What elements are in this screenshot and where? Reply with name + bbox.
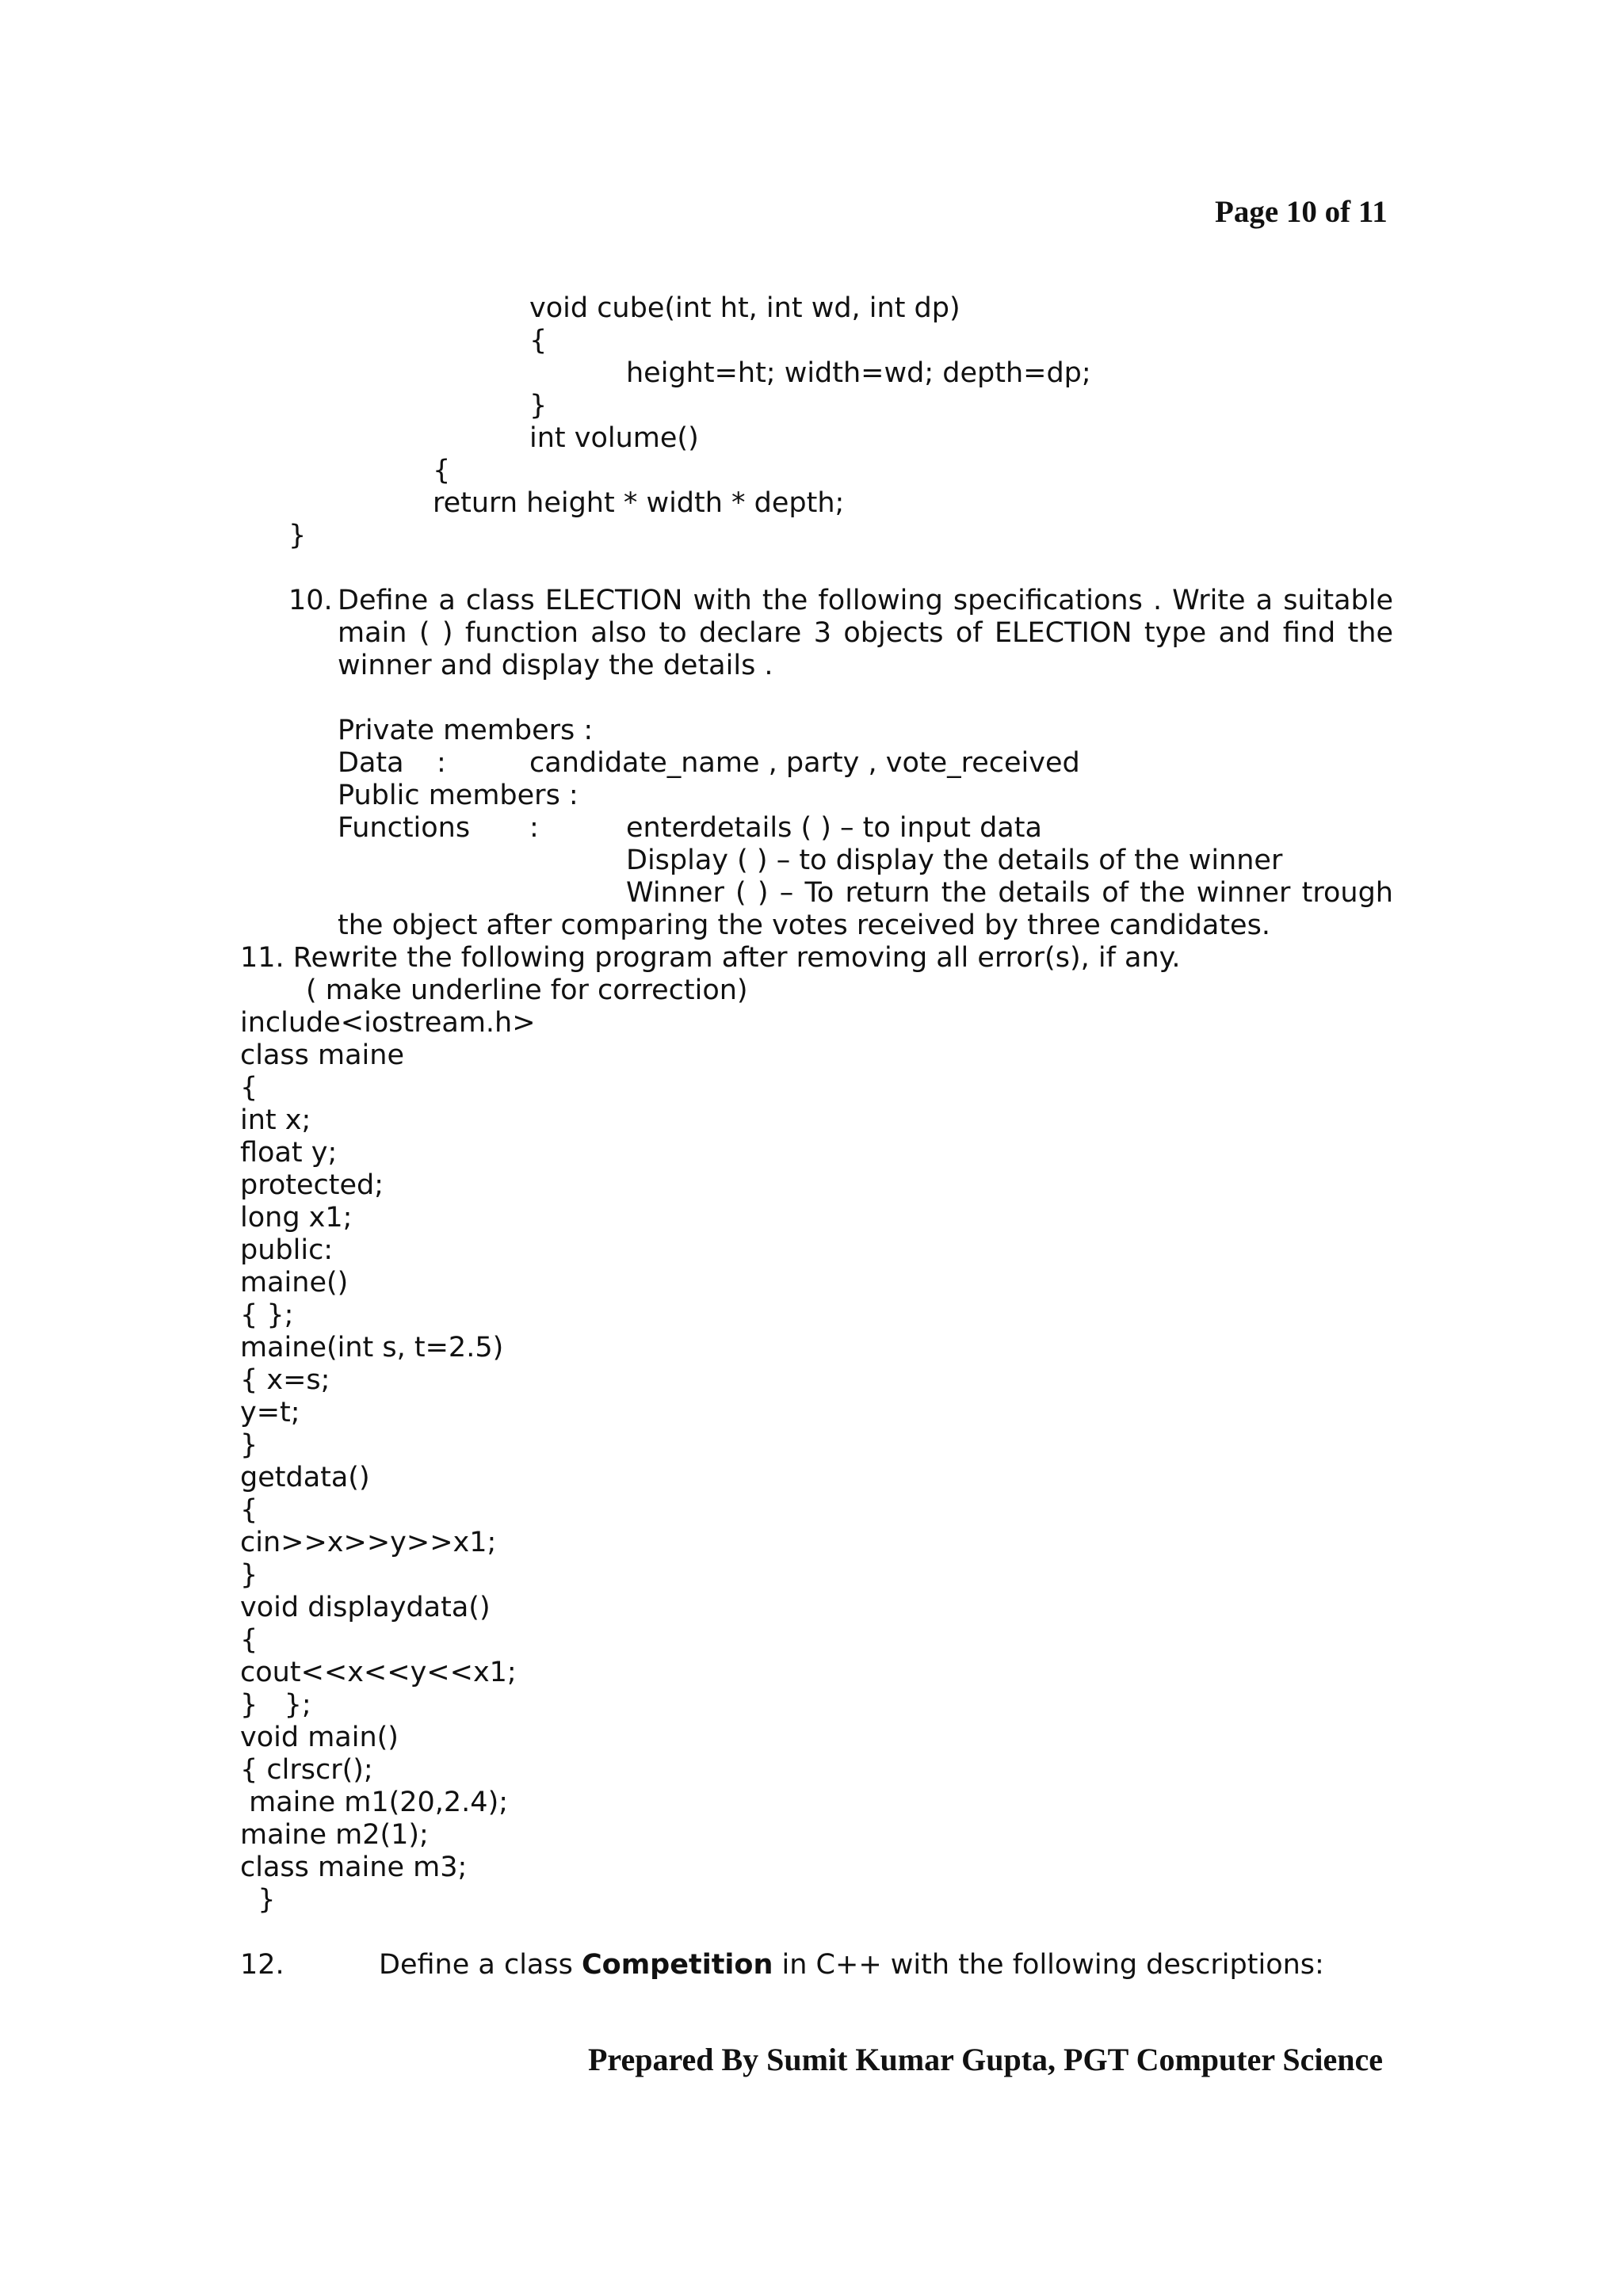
code-line: {: [240, 1072, 258, 1104]
code-line: { x=s;: [240, 1364, 330, 1396]
question-number: 12.: [240, 1949, 285, 1981]
code-line: class maine m3;: [240, 1852, 468, 1883]
question-text: [379, 1949, 1324, 1981]
class-name-bold: Competition: [581, 1949, 773, 1981]
question-text: 11. Rewrite the following program after removing all error(s), if any.: [240, 942, 1181, 974]
public-members-heading: Public members :: [338, 780, 579, 811]
code-line: cout<<x<<y<<x1;: [240, 1657, 517, 1688]
code-line: protected;: [240, 1169, 384, 1201]
function-item-continuation: the object after comparing the votes received by three candidates.: [338, 910, 1270, 941]
code-line: {: [240, 1624, 258, 1656]
code-line: int volume(): [529, 422, 699, 454]
code-line: {: [433, 455, 451, 486]
code-line: class maine: [240, 1039, 404, 1071]
function-item: enterdetails ( ) – to input data: [626, 812, 1042, 844]
code-line: y=t;: [240, 1397, 300, 1428]
code-line: height=ht; width=wd; depth=dp;: [626, 357, 1091, 389]
code-line: }: [240, 1429, 258, 1461]
question-text: main ( ) function also to declare 3 objects of ELECTION type and find the: [338, 617, 1393, 649]
question-text-part: Define a class: [379, 1949, 582, 1981]
code-line: getdata(): [240, 1462, 370, 1493]
data-members: candidate_name , party , vote_received: [529, 747, 1080, 779]
data-label: Data: [338, 747, 404, 779]
code-line: maine m2(1);: [240, 1819, 429, 1851]
code-line: long x1;: [240, 1202, 353, 1234]
code-line: float y;: [240, 1137, 338, 1169]
code-line: return height * width * depth;: [433, 487, 845, 519]
page-number: Page 10 of 11: [1215, 195, 1388, 229]
code-line: } };: [240, 1689, 311, 1721]
code-line: void displaydata(): [240, 1592, 491, 1623]
code-line: maine(): [240, 1267, 349, 1299]
code-line: }: [240, 1884, 276, 1916]
code-line: void cube(int ht, int wd, int dp): [529, 292, 960, 324]
functions-colon: :: [529, 812, 539, 844]
code-line: {: [240, 1494, 258, 1526]
code-line: }: [288, 520, 307, 551]
question-text: winner and display the details .: [338, 650, 773, 681]
data-colon: :: [437, 747, 446, 779]
footer-prepared-by: Prepared By Sumit Kumar Gupta, PGT Computer Science: [588, 2042, 1383, 2077]
code-line: maine m1(20,2.4);: [240, 1787, 509, 1818]
question-note: ( make underline for correction): [306, 974, 748, 1006]
function-item: Winner ( ) – To return the details of the winner trough: [626, 877, 1393, 909]
code-line: }: [240, 1559, 258, 1591]
code-line: void main(): [240, 1722, 399, 1753]
code-line: { clrscr();: [240, 1754, 373, 1786]
code-line: public:: [240, 1234, 334, 1266]
code-line: { };: [240, 1299, 294, 1331]
question-text: Define a class ELECTION with the following specifications . Write a suitable: [338, 585, 1393, 616]
question-text-part: in C++ with the following descriptions:: [773, 1949, 1324, 1981]
function-item: Display ( ) – to display the details of the winner: [626, 845, 1283, 876]
code-line: {: [529, 325, 548, 357]
code-line: cin>>x>>y>>x1;: [240, 1527, 497, 1558]
code-line: include<iostream.h>: [240, 1007, 536, 1039]
code-line: int x;: [240, 1104, 311, 1136]
question-number: 10.: [288, 585, 333, 616]
functions-label: Functions: [338, 812, 471, 844]
code-line: }: [529, 390, 548, 421]
code-line: maine(int s, t=2.5): [240, 1332, 504, 1363]
private-members-heading: Private members :: [338, 715, 594, 746]
